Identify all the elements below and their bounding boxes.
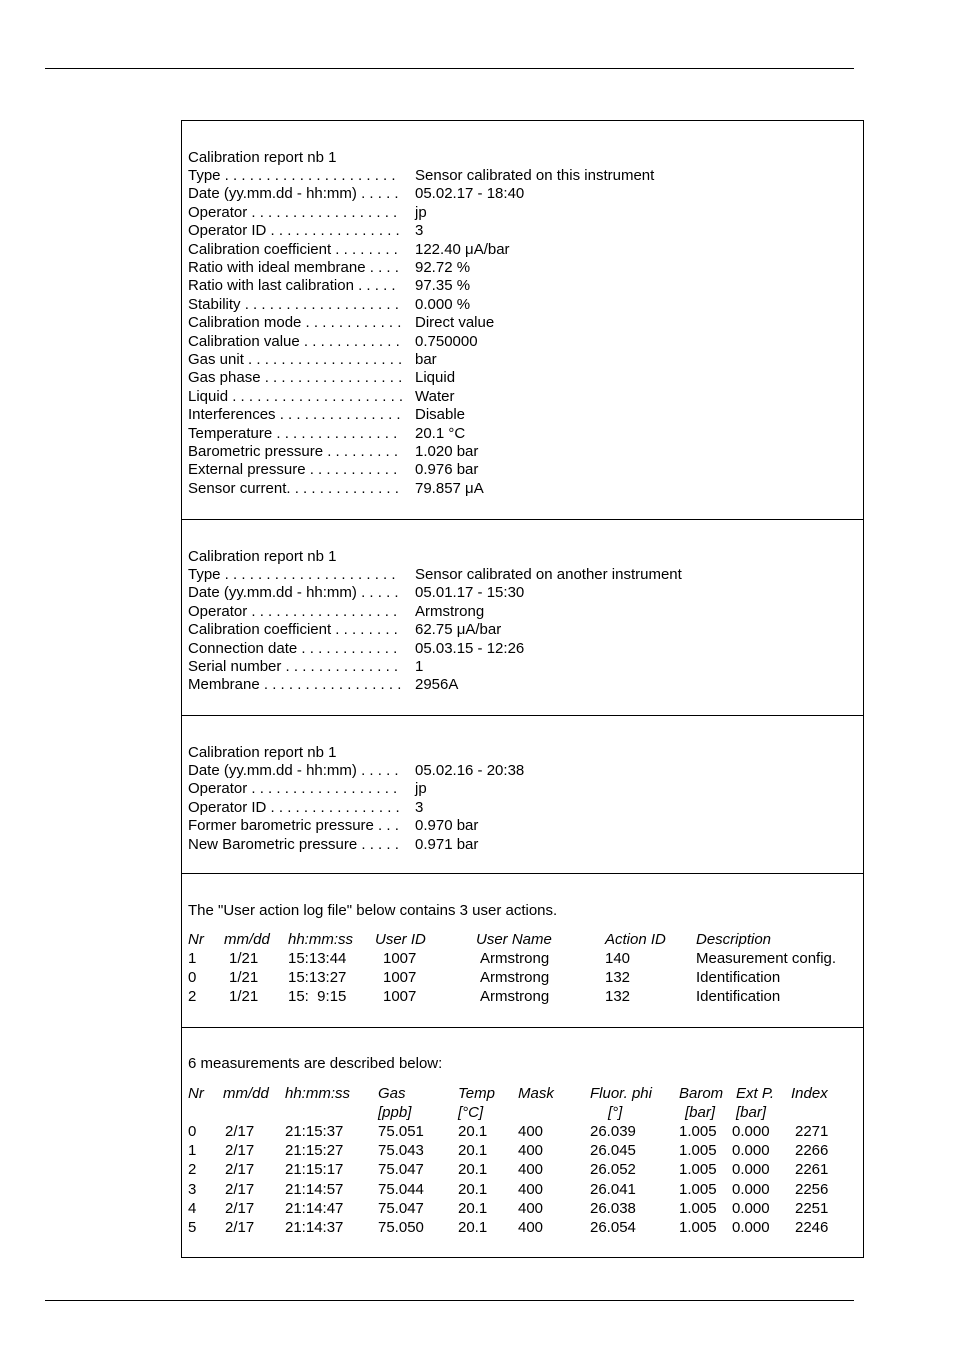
table-cell: 400 xyxy=(518,1161,544,1179)
table-cell: Armstrong xyxy=(480,969,550,986)
table-cell: 75.047 xyxy=(378,1161,424,1179)
row-value: 05.02.17 - 18:40 xyxy=(415,185,525,203)
table-cell: 20.1 xyxy=(458,1142,488,1160)
table-cell: 2/17 xyxy=(225,1199,255,1217)
row-value: Sensor calibrated on another instrument xyxy=(415,566,682,583)
column-unit: [bar] xyxy=(736,1104,767,1121)
row-label: Calibration mode . . . . . . . . . . . . xyxy=(188,314,402,332)
measurement-log xyxy=(182,1028,863,1257)
column-unit: [bar] xyxy=(685,1104,716,1121)
report-row xyxy=(188,406,465,424)
table-cell: 2 xyxy=(188,1161,197,1179)
row-value: 0.971 bar xyxy=(415,835,479,853)
table-cell: 21:15:37 xyxy=(285,1123,344,1140)
row-label: Type . . . . . . . . . . . . . . . . . . . . . xyxy=(188,167,396,184)
row-value: 20.1 °C xyxy=(415,424,466,442)
report-row xyxy=(188,566,682,584)
row-label: Ratio with ideal membrane . . . . xyxy=(188,259,399,276)
row-value: jp xyxy=(415,203,427,221)
table-cell: 21:15:17 xyxy=(285,1161,344,1179)
row-value: 3 xyxy=(415,222,424,240)
table-cell: 75.051 xyxy=(378,1123,424,1140)
row-value: Armstrong xyxy=(415,602,485,620)
row-value: 79.857 μA xyxy=(415,479,484,497)
table-cell: 1/21 xyxy=(229,988,259,1005)
table-cell: 4 xyxy=(188,1199,197,1217)
table-cell: 2256 xyxy=(795,1180,829,1198)
table-cell: 26.041 xyxy=(590,1180,636,1198)
log-intro: 6 measurements are described below: xyxy=(188,1055,443,1072)
row-value: 62.75 μA/bar xyxy=(415,621,502,639)
column-header: Mask xyxy=(518,1085,554,1102)
table-cell: 2271 xyxy=(795,1123,829,1140)
row-label: Type . . . . . . . . . . . . . . . . . . . . . xyxy=(188,566,396,583)
row-label: Former barometric pressure . . . xyxy=(188,817,399,835)
row-label: Sensor current. . . . . . . . . . . . . . xyxy=(188,479,399,497)
row-value: 0.970 bar xyxy=(415,817,479,835)
row-label: External pressure . . . . . . . . . . . xyxy=(188,461,398,479)
row-value: 2956A xyxy=(415,676,459,694)
row-value: 1 xyxy=(415,658,424,675)
column-header: Action ID xyxy=(605,931,666,948)
table-cell: 0.000 xyxy=(732,1199,770,1217)
table-cell: 2251 xyxy=(795,1199,829,1217)
report-row xyxy=(188,314,494,332)
column-header: hh:mm:ss xyxy=(288,931,354,948)
report-row xyxy=(188,443,478,461)
report-frame xyxy=(181,120,864,1258)
row-value: 1.020 bar xyxy=(415,443,479,460)
table-cell: 2261 xyxy=(795,1161,829,1179)
report-row xyxy=(188,817,478,835)
report-row xyxy=(188,762,524,780)
table-cell: 20.1 xyxy=(458,1199,488,1217)
row-label: Barometric pressure . . . . . . . . . xyxy=(188,443,399,460)
table-cell: 26.054 xyxy=(590,1219,636,1236)
row-value: 05.03.15 - 12:26 xyxy=(415,639,525,657)
report-title: Calibration report nb 1 xyxy=(188,548,337,565)
column-header: Nr xyxy=(188,931,204,948)
column-header: Temp xyxy=(458,1085,495,1102)
report-row xyxy=(188,277,470,295)
report-row xyxy=(188,799,423,817)
table-cell: 400 xyxy=(518,1142,544,1160)
column-header: mm/dd xyxy=(223,1085,269,1102)
row-value: 3 xyxy=(415,798,424,816)
report-row xyxy=(188,204,427,222)
table-cell: 75.044 xyxy=(378,1180,424,1198)
table-cell: 2 xyxy=(188,988,197,1005)
report-row xyxy=(188,222,423,240)
column-unit: [°] xyxy=(608,1104,623,1121)
table-cell: 26.038 xyxy=(590,1199,636,1217)
row-label: Stability . . . . . . . . . . . . . . . . . . . xyxy=(188,295,399,313)
column-header: Index xyxy=(791,1085,828,1102)
table-cell: 1/21 xyxy=(229,969,259,986)
calibration-report-remote xyxy=(182,520,863,716)
table-cell: Armstrong xyxy=(480,950,550,967)
row-label: Ratio with last calibration . . . . . xyxy=(188,277,396,295)
row-value: Sensor calibrated on this instrument xyxy=(415,167,655,184)
column-header: User ID xyxy=(375,931,426,948)
row-value: Liquid xyxy=(415,369,456,387)
table-cell: 2/17 xyxy=(225,1180,255,1198)
table-cell: 1.005 xyxy=(679,1123,717,1140)
table-cell: 1007 xyxy=(383,950,417,967)
table-cell: 1.005 xyxy=(679,1161,717,1179)
table-cell: 15:13:27 xyxy=(288,969,347,986)
table-cell: 1007 xyxy=(383,988,417,1005)
row-label: Operator . . . . . . . . . . . . . . . . . . xyxy=(188,780,398,798)
row-label: Temperature . . . . . . . . . . . . . . . xyxy=(188,424,398,442)
table-cell: 2/17 xyxy=(225,1123,255,1140)
column-header: Fluor. phi xyxy=(590,1085,652,1102)
row-label: Calibration value . . . . . . . . . . . . xyxy=(188,332,400,350)
table-cell: 26.045 xyxy=(590,1142,636,1160)
table-cell: 132 xyxy=(605,988,631,1005)
row-label: Gas unit . . . . . . . . . . . . . . . . . . . xyxy=(188,351,403,368)
column-header: hh:mm:ss xyxy=(285,1085,351,1102)
table-cell: 26.039 xyxy=(590,1123,636,1140)
table-cell: 400 xyxy=(518,1199,544,1217)
table-cell: 1.005 xyxy=(679,1142,717,1160)
report-title: Calibration report nb 1 xyxy=(188,149,337,166)
table-cell: 2/17 xyxy=(225,1142,255,1160)
row-label: Interferences . . . . . . . . . . . . . . . xyxy=(188,406,401,424)
footer-rule xyxy=(45,1300,854,1301)
table-cell: 15: 9:15 xyxy=(288,988,347,1005)
row-value: 92.72 % xyxy=(415,259,471,276)
row-value: 0.750000 xyxy=(415,332,478,350)
table-cell: 0 xyxy=(188,969,197,986)
user-action-log xyxy=(182,874,863,1028)
column-header: mm/dd xyxy=(224,931,270,948)
table-cell: 0.000 xyxy=(732,1219,770,1236)
row-value: 122.40 μA/bar xyxy=(415,240,510,258)
column-header: User Name xyxy=(476,931,552,948)
table-cell: 0.000 xyxy=(732,1123,770,1140)
row-value: 0.000 % xyxy=(415,295,471,313)
table-cell: 1/21 xyxy=(229,950,259,967)
table-cell: 0 xyxy=(188,1123,197,1140)
column-header: Ext P. xyxy=(736,1085,775,1102)
row-label: Calibration coefficient . . . . . . . . xyxy=(188,621,398,639)
column-header: Description xyxy=(696,931,772,948)
row-label: Membrane . . . . . . . . . . . . . . . . . xyxy=(188,676,402,694)
report-row xyxy=(188,241,510,259)
table-cell: 400 xyxy=(518,1123,544,1140)
table-cell: 0.000 xyxy=(732,1180,770,1198)
table-cell: 1.005 xyxy=(679,1180,717,1198)
row-label: Date (yy.mm.dd - hh:mm) . . . . . xyxy=(188,762,399,779)
table-cell: 2/17 xyxy=(225,1161,255,1179)
report-title: Calibration report nb 1 xyxy=(188,744,337,761)
table-cell: 26.052 xyxy=(590,1161,636,1179)
table-cell: 21:14:47 xyxy=(285,1199,344,1217)
table-cell: 2266 xyxy=(795,1142,829,1160)
row-label: Liquid . . . . . . . . . . . . . . . . . . . . . xyxy=(188,387,404,405)
row-value: jp xyxy=(415,780,427,798)
report-row xyxy=(188,388,454,406)
table-cell: 21:14:57 xyxy=(285,1180,344,1198)
report-row xyxy=(188,836,478,854)
table-cell: 140 xyxy=(605,950,631,967)
report-row xyxy=(188,640,524,658)
table-cell: 400 xyxy=(518,1219,544,1236)
report-row xyxy=(188,603,484,621)
row-label: Gas phase . . . . . . . . . . . . . . . . . xyxy=(188,369,403,387)
report-row xyxy=(188,780,427,798)
report-row xyxy=(188,480,484,498)
column-header: Nr xyxy=(188,1085,204,1102)
table-cell: Identification xyxy=(696,969,781,986)
report-row xyxy=(188,259,470,277)
report-row xyxy=(188,351,437,369)
table-cell: Identification xyxy=(696,988,781,1005)
row-label: Serial number . . . . . . . . . . . . . . xyxy=(188,658,399,675)
report-row xyxy=(188,676,458,694)
table-cell: 75.047 xyxy=(378,1199,424,1217)
row-label: Operator ID . . . . . . . . . . . . . . . . xyxy=(188,798,400,816)
report-row xyxy=(188,369,455,387)
report-row xyxy=(188,185,524,203)
report-row xyxy=(188,333,478,351)
barometric-calibration-report xyxy=(182,716,863,874)
table-cell: 21:14:37 xyxy=(285,1219,344,1236)
table-cell: 1 xyxy=(188,1142,197,1160)
table-cell: 1.005 xyxy=(679,1199,717,1217)
table-cell: Measurement config. xyxy=(696,950,837,967)
row-label: Date (yy.mm.dd - hh:mm) . . . . . xyxy=(188,185,399,203)
row-value: Water xyxy=(415,387,455,405)
row-label: Calibration coefficient . . . . . . . . xyxy=(188,240,398,258)
table-cell: Armstrong xyxy=(480,988,550,1005)
row-value: 0.976 bar xyxy=(415,461,479,479)
table-cell: 20.1 xyxy=(458,1161,488,1179)
table-cell: 132 xyxy=(605,969,631,986)
table-cell: 5 xyxy=(188,1219,197,1236)
row-value: 97.35 % xyxy=(415,277,471,295)
row-value: 05.02.16 - 20:38 xyxy=(415,762,525,779)
column-header: Gas xyxy=(378,1085,406,1102)
table-cell: 1007 xyxy=(383,969,417,986)
header-rule xyxy=(45,68,854,69)
table-cell: 0.000 xyxy=(732,1142,770,1160)
row-label: New Barometric pressure . . . . . xyxy=(188,835,399,853)
report-row xyxy=(188,621,501,639)
calibration-report-local xyxy=(182,121,863,520)
row-label: Operator ID . . . . . . . . . . . . . . . . xyxy=(188,222,400,240)
report-row xyxy=(188,461,478,479)
column-unit: [°C] xyxy=(458,1104,484,1121)
report-row xyxy=(188,658,423,676)
table-cell: 20.1 xyxy=(458,1180,488,1198)
report-row xyxy=(188,167,654,185)
report-row xyxy=(188,296,470,314)
row-value: bar xyxy=(415,351,437,368)
table-cell: 2/17 xyxy=(225,1219,255,1236)
row-value: Direct value xyxy=(415,314,495,332)
table-cell: 1 xyxy=(188,950,197,967)
row-value: 05.01.17 - 15:30 xyxy=(415,584,525,602)
table-cell: 75.050 xyxy=(378,1219,424,1236)
row-value: Disable xyxy=(415,406,466,424)
column-header: Barom xyxy=(679,1085,724,1102)
table-cell: 20.1 xyxy=(458,1123,488,1140)
table-cell: 1.005 xyxy=(679,1219,717,1236)
row-label: Operator . . . . . . . . . . . . . . . . . . xyxy=(188,203,398,221)
row-label: Connection date . . . . . . . . . . . . xyxy=(188,639,398,657)
table-cell: 75.043 xyxy=(378,1142,424,1160)
table-cell: 20.1 xyxy=(458,1219,488,1236)
row-label: Operator . . . . . . . . . . . . . . . . . . xyxy=(188,602,398,620)
table-cell: 15:13:44 xyxy=(288,950,347,967)
table-cell: 400 xyxy=(518,1180,544,1198)
column-unit: [ppb] xyxy=(378,1104,412,1121)
report-row xyxy=(188,425,465,443)
table-cell: 0.000 xyxy=(732,1161,770,1179)
report-row xyxy=(188,584,524,602)
table-cell: 2246 xyxy=(795,1219,829,1236)
log-intro: The "User action log file" below contains 3 user actions. xyxy=(188,902,558,919)
row-label: Date (yy.mm.dd - hh:mm) . . . . . xyxy=(188,584,399,602)
table-cell: 3 xyxy=(188,1180,197,1198)
table-cell: 21:15:27 xyxy=(285,1142,344,1160)
